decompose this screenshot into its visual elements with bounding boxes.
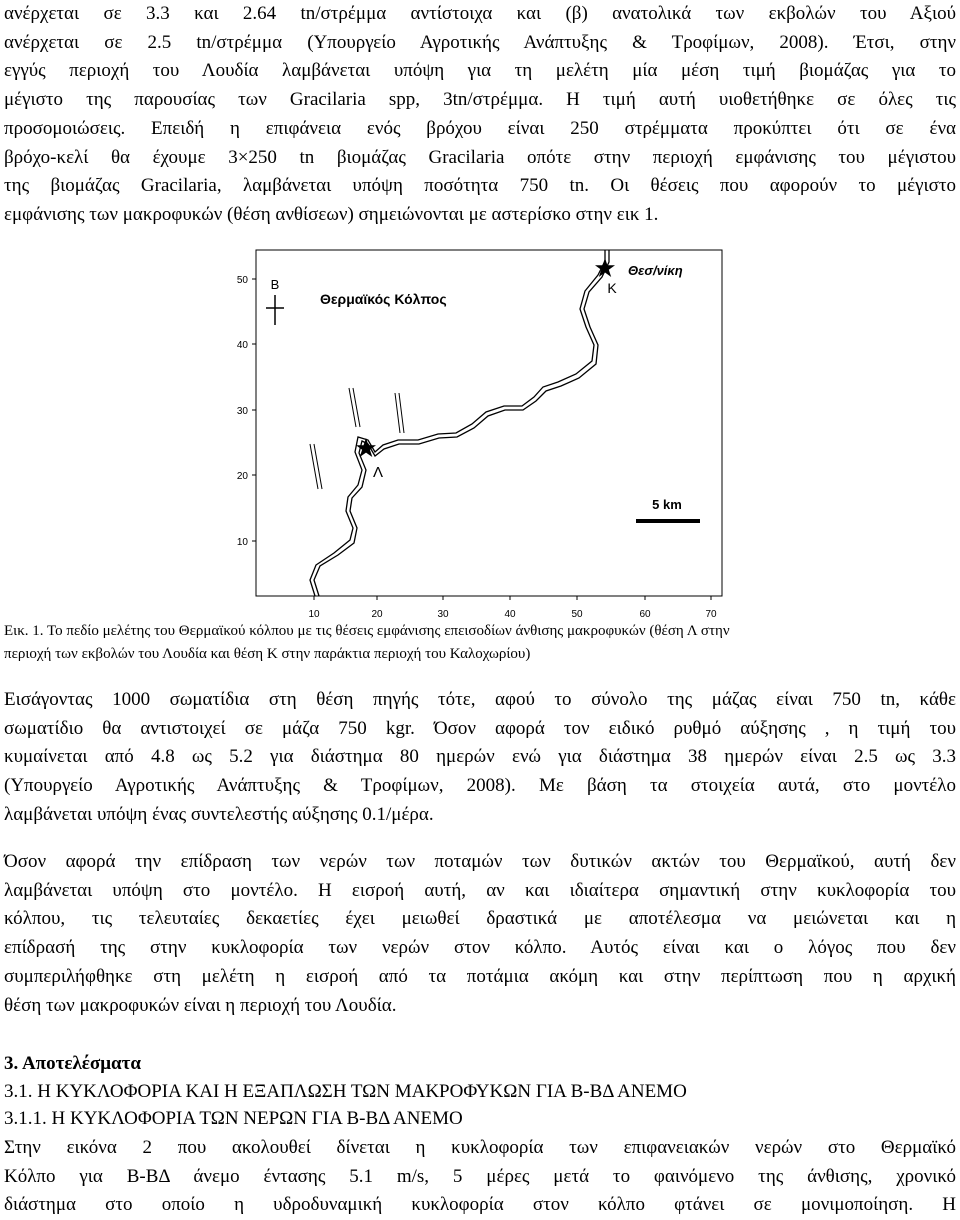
text-line: κυμαίνεται από 4.8 ως 5.2 για διάστημα 80 ημερών ενώ για διάστημα 38 ημερών είναι 2.5 ως 3.3: [4, 746, 956, 768]
paragraph-rivers: [4, 848, 956, 1020]
river-channels: [310, 388, 404, 489]
north-label: Β: [270, 277, 280, 292]
x-tick-label: 20: [371, 609, 383, 620]
x-tick-label: 10: [308, 609, 320, 620]
text-line: βρόχο-κελί θα έχουμε 3×250 tn βιομάζας Gracilaria οπότε στην περιοχή εμφάνισης του μέγιστου: [4, 146, 956, 168]
y-tick-label: 10: [236, 537, 248, 548]
text-line: ανέρχεται σε 3.3 και 2.64 tn/στρέμμα αντίστοιχα και (β) ανατολικά των εκβολών του Αξιού: [4, 3, 956, 24]
text-line: της βιομάζας Gracilaria, λαμβάνεται υπόψη ποσότητα 750 tn. Οι θέσεις που αφορούν το μέγιστο: [4, 175, 956, 197]
x-tick-label: 70: [705, 609, 717, 620]
text-line: Κόλπο για Β-ΒΔ άνεμο έντασης 5.1 m/s, 5 μέρες μετά το φαινόμενο της άνθισης, χρονικό: [4, 1165, 956, 1187]
scale-label: 5 km: [652, 497, 682, 512]
text-line: λαμβάνεται υπόψη ένας συντελεστής αύξησης 0.1/μέρα.: [4, 803, 434, 825]
text-line: εμφάνισης των μακροφυκών (θέση ανθίσεων) σημειώνονται με αστερίσκο στην εικ 1.: [4, 203, 659, 225]
section-heading: 3. Αποτελέσματα: [4, 1053, 141, 1074]
figure-caption: [4, 620, 956, 666]
intro-paragraph: [4, 0, 956, 230]
text-line: λαμβάνεται υπόψη στο μοντέλο. Η εισροή αυτή, αν και ιδιαίτερα σημαντική στην κυκλοφορία του: [4, 879, 956, 901]
subheading-1: 3.1. Η ΚΥΚΛΟΦΟΡΙΑ ΚΑΙ Η ΕΞΑΠΛΩΣΗ ΤΩΝ ΜΑΚΡΟΦΥΚΩΝ ΓΙΑ Β-ΒΔ ΑΝΕΜΟ: [4, 1081, 687, 1102]
x-tick-label: 50: [571, 609, 583, 620]
text-line: θέση των μακροφυκών είναι η περιοχή του Λουδία.: [4, 994, 397, 1016]
text-line: Όσον αφορά την επίδραση των νερών των ποταμών των δυτικών ακτών του Θερμαϊκού, αυτή δεν: [4, 851, 956, 872]
scale-bar: [636, 519, 700, 523]
caption-line: Εικ. 1. Το πεδίο μελέτης του Θερμαϊκού κόλπου με τις θέσεις εμφάνισης επεισοδίων άνθισης μακροφυκών (θέση Λ στην: [4, 623, 730, 639]
text-line: συμπεριλήφθηκε στη μελέτη η εισροή από τα ποτάμια ακόμη και στην περίπτωση που η αρχική: [4, 965, 956, 987]
y-tick-label: 40: [236, 340, 248, 351]
text-line: Στην εικόνα 2 που ακολουθεί δίνεται η κυκλοφορία των επιφανειακών νερών στο Θερμαϊκό: [4, 1137, 956, 1158]
text-line: (Υπουργείο Αγροτικής Ανάπτυξης & Τροφίμων, 2008). Με βάση τα στοιχεία αυτά, στο μοντέλο: [4, 775, 956, 797]
text-line: διάστημα στο οποίο η υδροδυναμική κυκλοφορία στον κόλπο φτάνει σε μονιμοποίηση. Η: [4, 1194, 956, 1216]
study-area-map: [228, 247, 732, 627]
site-l-label: Λ: [372, 464, 384, 481]
x-tick-label: 30: [437, 609, 449, 620]
y-tick-label: 50: [236, 275, 248, 286]
text-line: εγγύς περιοχή του Λουδία λαμβάνεται υπόψη για τη μελέτη μία μέση τιμή βιομάζας για το: [4, 60, 956, 82]
text-line: μέγιστο της παρουσίας των Gracilaria spp, 3tn/στρέμμα. Η τιμή αυτή υιοθετήθηκε σε όλες τις: [4, 89, 956, 111]
caption-line: περιοχή των εκβολών του Λουδία και θέση Κ στην παράκτια περιοχή του Καλοχωρίου): [4, 646, 531, 662]
north-arrow-icon: [266, 295, 284, 325]
gulf-label: Θερμαϊκός Κόλπος: [320, 291, 447, 307]
text-line: επίδρασή της στην κυκλοφορία των νερών στον κόλπο. Αυτός είναι και ο λόγος που δεν: [4, 937, 956, 959]
site-k-label: Κ: [607, 280, 617, 296]
text-line: κόλπου, τις τελευταίες δεκαετίες έχει μειωθεί δραστικά με αποτέλεσμα να μειώνεται και η: [4, 908, 956, 930]
y-tick-label: 20: [236, 471, 248, 482]
paragraph-particles: [4, 686, 956, 830]
text-line: ανέρχεται σε 2.5 tn/στρέμμα (Υπουργείο Αγροτικής Ανάπτυξης & Τροφίμων, 2008). Έτσι, στην: [4, 31, 956, 53]
x-tick-label: 40: [504, 609, 516, 620]
text-line: Εισάγοντας 1000 σωματίδια στη θέση πηγής τότε, αφού το σύνολο της μάζας είναι 750 tn, κάθε: [4, 689, 956, 710]
subheading-2: 3.1.1. Η ΚΥΚΛΟΦΟΡΙΑ ΤΩΝ ΝΕΡΩΝ ΓΙΑ Β-ΒΔ ΑΝΕΜΟ: [4, 1108, 463, 1129]
x-tick-label: 60: [639, 609, 651, 620]
text-line: σωματίδιο θα αντιστοιχεί σε μάζα 750 kgr. Όσον αφορά τον ειδικό ρυθμό αύξησης , η τιμή του: [4, 717, 956, 739]
paragraph-circulation: [4, 1134, 956, 1220]
text-line: προσομοιώσεις. Επειδή η επιφάνεια ενός βρόχου είναι 250 στρέμματα προκύπτει ότι σε ένα: [4, 117, 956, 139]
city-label: Θεσ/νίκη: [628, 263, 683, 278]
y-tick-label: 30: [236, 406, 248, 417]
